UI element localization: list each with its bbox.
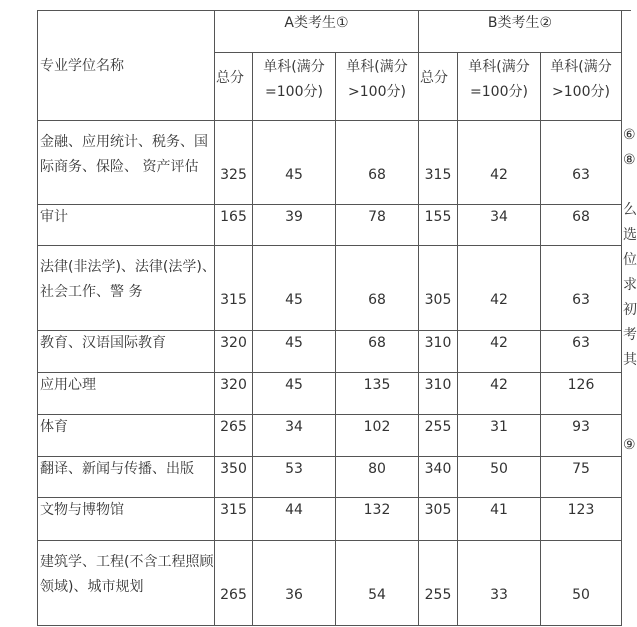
b-total-score: 310 bbox=[419, 373, 458, 415]
degree-name-cell bbox=[38, 331, 215, 373]
a-total-score: 350 bbox=[215, 457, 253, 498]
notes-fragment: ⑧ bbox=[623, 152, 636, 168]
b-single-gt100-score: 75 bbox=[541, 457, 622, 498]
degree-name-cell bbox=[38, 121, 215, 205]
header-line: 单科(满分 bbox=[468, 59, 530, 75]
b-single-gt100-score: 63 bbox=[541, 121, 622, 205]
b-single-gt100-score: 50 bbox=[541, 541, 622, 626]
a-single-100-score: 34 bbox=[253, 415, 336, 457]
table-row bbox=[38, 331, 622, 373]
a-single-100-score: 39 bbox=[253, 205, 336, 246]
b-single-100-score: 42 bbox=[458, 373, 541, 415]
a-single-gt100-score: 80 bbox=[336, 457, 419, 498]
a-total-score: 320 bbox=[215, 331, 253, 373]
a-single-gt100-score: 135 bbox=[336, 373, 419, 415]
a-single-100-score: 36 bbox=[253, 541, 336, 626]
score-table bbox=[37, 10, 622, 626]
header-line: 单科(满分 bbox=[550, 59, 612, 75]
degree-name-line: 际商务、保险、 资产评估 bbox=[40, 159, 199, 175]
b-single-gt100-score: 68 bbox=[541, 205, 622, 246]
b-total-score: 310 bbox=[419, 331, 458, 373]
table-row bbox=[38, 541, 622, 626]
group-a-header: A类考生① bbox=[215, 11, 419, 53]
header-line: =100分) bbox=[470, 84, 528, 100]
header-line: 单科(满分 bbox=[263, 59, 325, 75]
notes-fragment: 么 bbox=[623, 202, 637, 218]
b-single-100-score: 41 bbox=[458, 498, 541, 541]
a-single-gt100-score: 68 bbox=[336, 121, 419, 205]
table-row bbox=[38, 415, 622, 457]
notes-fragment: ⑨ bbox=[623, 437, 636, 453]
notes-fragment: 考 bbox=[623, 327, 637, 343]
b-total-score: 340 bbox=[419, 457, 458, 498]
table-row bbox=[38, 498, 622, 541]
b-total-score: 155 bbox=[419, 205, 458, 246]
degree-name-line: 社会工作、警 务 bbox=[40, 284, 143, 300]
a-single-gt100-header bbox=[336, 53, 419, 121]
a-total-score: 315 bbox=[215, 498, 253, 541]
a-single-gt100-score: 78 bbox=[336, 205, 419, 246]
b-total-header: 总分 bbox=[419, 53, 458, 121]
a-single-100-score: 45 bbox=[253, 246, 336, 331]
a-single-gt100-score: 132 bbox=[336, 498, 419, 541]
a-single-100-score: 44 bbox=[253, 498, 336, 541]
b-single-100-score: 42 bbox=[458, 121, 541, 205]
header-line: 单科(满分 bbox=[346, 59, 408, 75]
degree-name-line: 体育 bbox=[40, 419, 68, 435]
degree-name-cell bbox=[38, 457, 215, 498]
degree-name-line: 领域)、城市规划 bbox=[40, 579, 144, 595]
table-row bbox=[38, 121, 622, 205]
b-single-100-score: 42 bbox=[458, 331, 541, 373]
degree-name-line: 审计 bbox=[40, 209, 68, 225]
table-row bbox=[38, 457, 622, 498]
degree-name-line: 应用心理 bbox=[40, 377, 96, 393]
a-single-gt100-score: 68 bbox=[336, 246, 419, 331]
b-total-score: 315 bbox=[419, 121, 458, 205]
b-single-100-score: 31 bbox=[458, 415, 541, 457]
header-line: >100分) bbox=[552, 84, 610, 100]
a-single-100-score: 45 bbox=[253, 121, 336, 205]
a-single-100-score: 45 bbox=[253, 373, 336, 415]
b-total-score: 305 bbox=[419, 246, 458, 331]
notes-fragment: 位 bbox=[623, 252, 637, 268]
a-total-score: 265 bbox=[215, 415, 253, 457]
degree-name-line: 教育、汉语国际教育 bbox=[40, 335, 166, 351]
degree-name-header: 专业学位名称 bbox=[38, 11, 215, 121]
degree-name-cell bbox=[38, 246, 215, 331]
a-single-100-score: 45 bbox=[253, 331, 336, 373]
degree-name-line: 法律(非法学)、法律(法学)、 bbox=[40, 259, 216, 275]
b-single-gt100-score: 63 bbox=[541, 246, 622, 331]
b-single-100-score: 42 bbox=[458, 246, 541, 331]
a-single-100-header bbox=[253, 53, 336, 121]
b-single-100-score: 34 bbox=[458, 205, 541, 246]
group-b-header: B类考生② bbox=[419, 11, 622, 53]
b-single-gt100-score: 123 bbox=[541, 498, 622, 541]
b-single-100-score: 50 bbox=[458, 457, 541, 498]
b-single-gt100-score: 93 bbox=[541, 415, 622, 457]
a-total-header: 总分 bbox=[215, 53, 253, 121]
b-total-score: 255 bbox=[419, 541, 458, 626]
degree-name-line: 建筑学、工程(不含工程照顾 bbox=[40, 554, 214, 570]
degree-name-cell bbox=[38, 205, 215, 246]
b-single-100-header bbox=[458, 53, 541, 121]
a-single-gt100-score: 68 bbox=[336, 331, 419, 373]
notes-column bbox=[622, 10, 637, 625]
notes-fragment: 其 bbox=[623, 352, 637, 368]
degree-name-line: 金融、应用统计、税务、国 bbox=[40, 134, 208, 150]
header-row-groups bbox=[38, 11, 622, 53]
degree-name-cell bbox=[38, 415, 215, 457]
a-total-score: 265 bbox=[215, 541, 253, 626]
b-total-score: 255 bbox=[419, 415, 458, 457]
a-single-gt100-score: 102 bbox=[336, 415, 419, 457]
header-line: =100分) bbox=[265, 84, 323, 100]
degree-name-cell bbox=[38, 541, 215, 626]
b-single-gt100-header bbox=[541, 53, 622, 121]
b-single-gt100-score: 126 bbox=[541, 373, 622, 415]
degree-name-line: 翻译、新闻与传播、出版 bbox=[40, 461, 194, 477]
a-single-gt100-score: 54 bbox=[336, 541, 419, 626]
b-total-score: 305 bbox=[419, 498, 458, 541]
notes-fragment: 选 bbox=[623, 227, 637, 243]
degree-name-cell bbox=[38, 498, 215, 541]
degree-name-cell bbox=[38, 373, 215, 415]
a-total-score: 165 bbox=[215, 205, 253, 246]
table-row bbox=[38, 205, 622, 246]
table-row bbox=[38, 373, 622, 415]
notes-fragment: 求 bbox=[623, 277, 637, 293]
b-single-gt100-score: 63 bbox=[541, 331, 622, 373]
a-total-score: 320 bbox=[215, 373, 253, 415]
header-line: >100分) bbox=[348, 84, 406, 100]
notes-fragment: 初 bbox=[623, 302, 637, 318]
table-row bbox=[38, 246, 622, 331]
a-single-100-score: 53 bbox=[253, 457, 336, 498]
a-total-score: 325 bbox=[215, 121, 253, 205]
a-total-score: 315 bbox=[215, 246, 253, 331]
notes-fragment: ⑥ bbox=[623, 127, 636, 143]
b-single-100-score: 33 bbox=[458, 541, 541, 626]
degree-name-line: 文物与博物馆 bbox=[40, 502, 124, 518]
